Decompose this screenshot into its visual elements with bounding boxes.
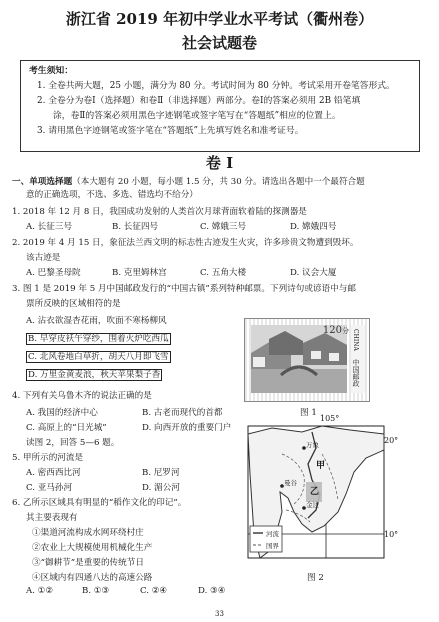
stamp-figure-1 <box>244 318 370 402</box>
question-2-stem-cont: 该古迹是 <box>26 253 61 263</box>
stamp-value-number: 120 <box>322 325 342 336</box>
q3-option-d-text: D. 万里金黄麦浪，秋天苹果梨子香 <box>28 370 161 380</box>
q6-statement-3: ③“御耕节”是重要的传统节日 <box>32 558 144 568</box>
notice-item-1: 1. 全卷共两大题，25 小题，满分为 80 分。考试时间为 80 分钟。考试采用开卷笔答形式。 <box>37 81 395 91</box>
place-vientiane: 万象 <box>306 441 319 449</box>
latitude-10-label: 10° <box>384 530 399 539</box>
legend-border: 国界 <box>266 542 279 550</box>
q3-option-c-text: C. 北风卷地白草折，胡天八月即飞雪 <box>28 352 169 362</box>
q2-option-d: D. 议会大厦 <box>290 268 337 278</box>
stamp-china-post: 中国邮政 <box>352 359 360 387</box>
stamp-value <box>323 325 349 336</box>
place-phnom-penh: 金边 <box>306 501 319 509</box>
exam-title: 浙江省 2019 年初中学业水平考试（衢州卷） <box>65 10 374 28</box>
q4-option-c: C. 高原上的“日光城” <box>26 423 107 433</box>
section-desc-1: （本大题有 20 小题，每小题 1.5 分，共 30 分。请选出各题中一个最符合题 <box>72 177 365 187</box>
place-bangkok: 曼谷 <box>284 479 297 487</box>
candidate-notice-box <box>20 60 420 152</box>
question-1-stem: 1. 2018 年 12 月 8 日，我国成功发射的人类首次月球背面软着陆的探测器是 <box>12 207 307 217</box>
q1-option-a: A. 长征三号 <box>26 222 73 232</box>
q6-option-d: D. ③④ <box>198 586 226 596</box>
latitude-20-label: 20° <box>384 436 399 445</box>
question-6-stem: 6. 乙所示区域具有明显的“稻作文化的印记”。 <box>12 498 187 508</box>
question-3-stem: 3. 图 1 是 2019 年 5 月中国邮政发行的“中国古镇”系列特种邮票。下列诗句或谚语中与邮 <box>12 284 356 294</box>
map-label-yi: 乙 <box>310 487 320 497</box>
q3-option-b <box>26 332 171 344</box>
longitude-105-label: 105° <box>320 414 340 423</box>
figure-2-caption: 图 2 <box>307 573 324 583</box>
stamp-side-text <box>351 325 365 393</box>
q6-option-a: A. ①② <box>26 586 54 596</box>
q2-option-c: C. 五角大楼 <box>200 268 247 278</box>
q5-option-b: B. 尼罗河 <box>142 468 180 478</box>
q6-statement-1: ①渠道河流构成水网环绕村庄 <box>32 528 144 538</box>
q5-option-a: A. 密西西比河 <box>26 468 81 478</box>
legend-river: 河流 <box>266 530 279 538</box>
q2-option-a: A. 巴黎圣母院 <box>26 268 81 278</box>
q2-option-b: B. 克里姆林宫 <box>112 268 167 278</box>
q6-statement-4: ④区域内有四通八达的高速公路 <box>32 573 153 583</box>
q4-option-b: B. 古老而现代的首都 <box>142 408 223 418</box>
stamp-value-unit: 分 <box>342 327 349 335</box>
notice-title: 考生须知： <box>29 66 73 76</box>
map-label-jia: 甲 <box>316 461 326 471</box>
q3-option-d <box>26 368 162 380</box>
notice-item-2: 2. 全卷分为卷Ⅰ（选择题）和卷Ⅱ（非选择题）两部分。卷Ⅰ的答案必须用 2B 铅笔填 <box>37 96 361 106</box>
q6-option-b: B. ①③ <box>82 586 110 596</box>
q6-option-c: C. ②④ <box>140 586 168 596</box>
question-3-stem-cont: 票所反映的区域相符的是 <box>26 299 121 309</box>
notice-item-2-cont: 涂，卷Ⅱ的答案必须用黑色字迹钢笔或签字笔写在“答题纸”相应的位置上。 <box>53 111 341 121</box>
exam-subtitle: 社会试题卷 <box>181 34 257 52</box>
q4-option-d: D. 向西开放的重要门户 <box>142 423 232 433</box>
q3-option-c <box>26 350 171 362</box>
q3-option-b-text: B. 早穿皮袄午穿纱，围着火炉吃西瓜 <box>28 334 169 344</box>
q5-option-c: C. 亚马孙河 <box>26 483 73 493</box>
q1-option-d: D. 嫦娥四号 <box>290 222 337 232</box>
notice-item-3: 3. 请用黑色字迹钢笔或签字笔在“答题纸”上先填写姓名和准考证号。 <box>37 126 304 136</box>
section-title: 一、单项选择题 <box>12 177 73 187</box>
q5-option-d: D. 湄公河 <box>142 483 180 493</box>
q6-statement-2: ②农业上大规模使用机械化生产 <box>32 543 153 553</box>
volume-heading: 卷 Ⅰ <box>205 154 234 172</box>
read-figure-2-instruction: 读图 2，回答 5—6 题。 <box>26 438 120 448</box>
q1-option-b: B. 长征四号 <box>112 222 159 232</box>
section-desc-2: 意的正确选项，不选、多选、错选均不给分） <box>26 190 198 200</box>
section-heading <box>12 175 365 187</box>
page-number: 33 <box>215 610 224 618</box>
question-2-stem: 2. 2019 年 4 月 15 日，象征法兰西文明的标志性古迹发生火灾，许多珍贵文物遭到毁坏。 <box>12 238 359 248</box>
q3-option-a: A. 沾衣欲湿杏花雨，吹面不寒杨柳风 <box>26 316 167 326</box>
q4-option-a: A. 我国的经济中心 <box>26 408 98 418</box>
question-4-stem: 4. 下列有关乌鲁木齐的说法正确的是 <box>12 391 152 401</box>
q1-option-c: C. 嫦娥三号 <box>200 222 247 232</box>
map-figure-2 <box>242 414 399 566</box>
question-5-stem: 5. 甲所示的河流是 <box>12 453 84 463</box>
question-6-stem-cont: 其主要表现有 <box>26 513 78 523</box>
stamp-country: CHINA <box>352 329 359 351</box>
figure-1-caption: 图 1 <box>300 408 317 418</box>
